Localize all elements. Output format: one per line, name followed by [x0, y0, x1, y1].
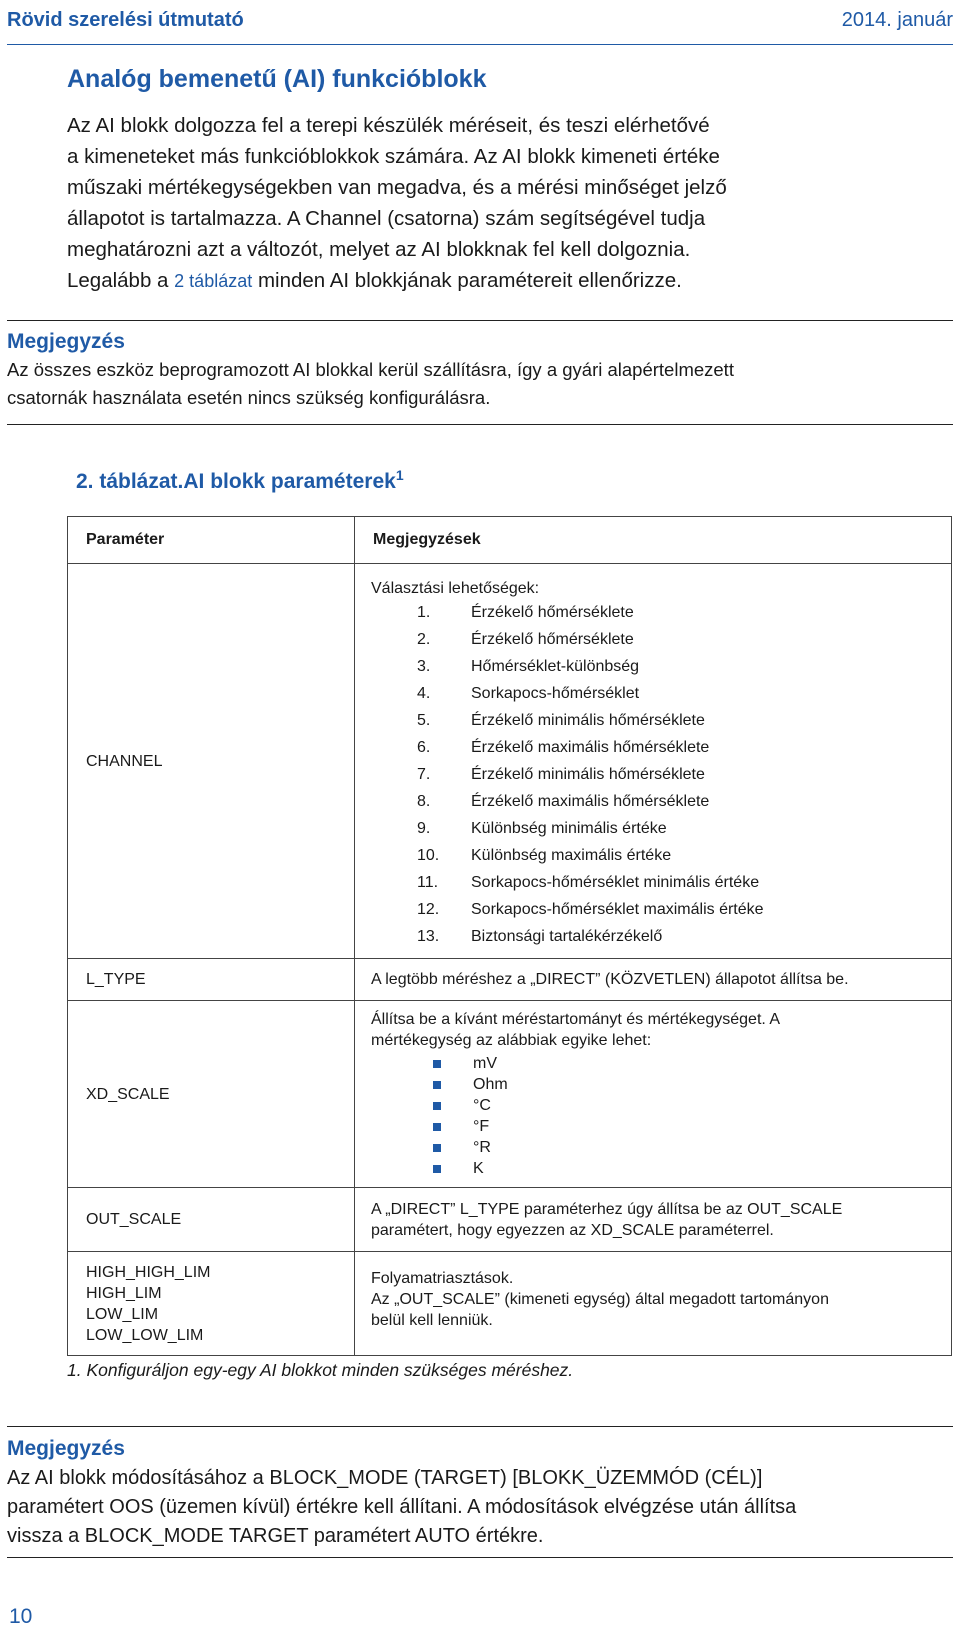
intro-line [67, 265, 937, 297]
column-header-parameter: Paraméter [68, 517, 355, 564]
option-text: Érzékelő maximális hőmérséklete [471, 793, 710, 810]
option-number: 3. [417, 658, 431, 675]
unit-label: K [473, 1160, 484, 1177]
option-text: Sorkapocs-hőmérséklet [471, 685, 640, 702]
option-number: 5. [417, 712, 431, 729]
page-number: 10 [9, 1605, 33, 1628]
limits-notes [355, 1252, 952, 1356]
table-title-footnote-mark: 1 [395, 467, 404, 483]
note1-top-rule [7, 320, 953, 321]
option-number: 7. [417, 766, 431, 783]
unit-label: °R [473, 1139, 491, 1156]
l-type-notes: A legtöbb méréshez a „DIRECT” (KÖZVETLEN) állapotot állítsa be. [355, 959, 952, 1001]
option-text: Sorkapocs-hőmérséklet maximális értéke [471, 901, 764, 918]
channel-option [371, 815, 941, 842]
unit-label: mV [473, 1055, 497, 1072]
table-row [68, 1188, 952, 1252]
param-out-scale: OUT_SCALE [68, 1188, 355, 1252]
option-text: Érzékelő hőmérséklete [471, 604, 634, 621]
table-reference-link[interactable]: 2 táblázat [174, 271, 253, 291]
bullet-square-icon [433, 1060, 441, 1068]
limits-note-line: belül kell lenniük. [371, 1312, 493, 1329]
option-text: Érzékelő minimális hőmérséklete [471, 766, 705, 783]
unit-item [371, 1116, 941, 1137]
table-title-text: 2. táblázat.AI blokk paraméterek [76, 470, 396, 493]
option-number: 8. [417, 793, 431, 810]
note1-bottom-rule [7, 424, 953, 425]
option-text: Különbség minimális értéke [471, 820, 667, 837]
note2-top-rule [7, 1426, 953, 1427]
option-text: Sorkapocs-hőmérséklet minimális értéke [471, 874, 760, 891]
unit-item [371, 1158, 941, 1179]
doc-date: 2014. január [841, 9, 953, 31]
limits-note-line: Folyamatriasztások. [371, 1270, 514, 1287]
channel-option [371, 707, 941, 734]
bullet-square-icon [433, 1102, 441, 1110]
unit-label: °F [473, 1118, 490, 1135]
option-number: 4. [417, 685, 431, 702]
limit-param: LOW_LIM [86, 1305, 159, 1323]
option-number: 2. [417, 631, 431, 648]
channel-option [371, 761, 941, 788]
note1-line: csatornák használata esetén nincs szükség konfigurálásra. [7, 387, 491, 408]
option-text: Különbség maximális értéke [471, 847, 672, 864]
note2-label: Megjegyzés [7, 1437, 125, 1460]
param-limits [68, 1252, 355, 1356]
param-channel: CHANNEL [68, 564, 355, 959]
channel-option [371, 680, 941, 707]
note1-text [7, 356, 942, 412]
channel-notes [355, 564, 952, 959]
channel-option [371, 788, 941, 815]
out-scale-note-line: A „DIRECT” L_TYPE paraméterhez úgy állítsa be az OUT_SCALE [371, 1200, 843, 1218]
out-scale-notes [355, 1188, 952, 1252]
option-number: 13. [417, 928, 440, 945]
channel-option [371, 842, 941, 869]
table-header-row [68, 517, 952, 564]
option-number: 6. [417, 739, 431, 756]
channel-option [371, 653, 941, 680]
option-number: 12. [417, 901, 440, 918]
channel-option [371, 923, 941, 950]
channel-option [371, 626, 941, 653]
unit-item [371, 1095, 941, 1116]
limit-param: HIGH_HIGH_LIM [86, 1263, 211, 1281]
section-title: Analóg bemenetű (AI) funkcióblokk [67, 65, 487, 93]
intro-line: állapotot is tartalmazza. A Channel (csatorna) szám segítségével tudja [67, 207, 706, 230]
note2-text [7, 1464, 942, 1551]
option-text: Biztonsági tartalékérzékelő [471, 928, 663, 945]
intro-line: meghatározni azt a változót, melyet az AI blokknak fel kell dolgoznia. [67, 238, 691, 261]
bullet-square-icon [433, 1165, 441, 1173]
unit-label: °C [473, 1097, 491, 1114]
out-scale-note-line: paramétert, hogy egyezzen az XD_SCALE paraméterrel. [371, 1221, 774, 1239]
column-header-notes: Megjegyzések [355, 517, 952, 564]
option-number: 11. [417, 874, 439, 891]
option-text: Érzékelő hőmérséklete [471, 631, 634, 648]
option-text: Érzékelő maximális hőmérséklete [471, 739, 710, 756]
note1-label: Megjegyzés [7, 330, 125, 353]
unit-item [371, 1074, 941, 1095]
intro-paragraph [67, 110, 937, 297]
option-number: 9. [417, 820, 431, 837]
bullet-square-icon [433, 1081, 441, 1089]
doc-title: Rövid szerelési útmutató [7, 9, 244, 31]
xd-scale-note-line: mértékegység az alábbiak egyike lehet: [371, 1032, 652, 1049]
xd-scale-note-line: Állítsa be a kívánt méréstartományt és mértékegységet. A [371, 1011, 781, 1028]
parameter-table [67, 516, 952, 1356]
channel-option [371, 734, 941, 761]
channel-options-list [371, 599, 941, 950]
option-number: 1. [417, 604, 431, 621]
unit-item [371, 1137, 941, 1158]
option-number: 10. [417, 847, 440, 864]
note2-line: paramétert OOS (üzemen kívül) értékre kell állítani. A módosítások elvégzése után állítsa [7, 1496, 797, 1518]
bullet-square-icon [433, 1144, 441, 1152]
table-row [68, 959, 952, 1001]
intro-line: Az AI blokk dolgozza fel a terepi készülék méréseit, és teszi elérhetővé [67, 114, 710, 137]
unit-label: Ohm [473, 1076, 508, 1093]
table-row [68, 564, 952, 959]
channel-option [371, 599, 941, 626]
param-l-type: L_TYPE [68, 959, 355, 1001]
note2-bottom-rule [7, 1557, 953, 1558]
channel-option [371, 869, 941, 896]
option-text: Érzékelő minimális hőmérséklete [471, 712, 705, 729]
limit-param: LOW_LOW_LIM [86, 1326, 204, 1344]
note2-line: Az AI blokk módosításához a BLOCK_MODE (TARGET) [BLOKK_ÜZEMMÓD (CÉL)] [7, 1467, 763, 1489]
note1-line: Az összes eszköz beprogramozott AI blokkal kerül szállításra, így a gyári alapértelmezett [7, 359, 734, 380]
unit-item [371, 1053, 941, 1074]
intro-text: Legalább a [67, 269, 169, 292]
table-row [68, 1252, 952, 1356]
limit-param: HIGH_LIM [86, 1284, 162, 1302]
table-footnote: 1. Konfiguráljon egy-egy AI blokkot minden szükséges méréshez. [67, 1360, 574, 1380]
note2-line: vissza a BLOCK_MODE TARGET paramétert AUTO értékre. [7, 1525, 544, 1547]
intro-text: minden AI blokkjának paramétereit ellenőrizze. [257, 269, 682, 292]
channel-option [371, 896, 941, 923]
table-row [68, 1001, 952, 1188]
header-divider [7, 44, 953, 45]
limits-note-line: Az „OUT_SCALE” (kimeneti egység) által megadott tartományon [371, 1291, 829, 1308]
intro-line: a kimeneteket más funkcióblokkok számára. Az AI blokk kimeneti értéke [67, 145, 720, 168]
channel-options-intro: Választási lehetőségek: [371, 580, 540, 597]
option-text: Hőmérséklet-különbség [471, 658, 640, 675]
xd-scale-notes [355, 1001, 952, 1188]
intro-line: műszaki mértékegységekben van megadva, és a mérési minőséget jelző [67, 176, 727, 199]
table-title [76, 467, 404, 494]
unit-list [371, 1053, 941, 1179]
bullet-square-icon [433, 1123, 441, 1131]
param-xd-scale: XD_SCALE [68, 1001, 355, 1188]
